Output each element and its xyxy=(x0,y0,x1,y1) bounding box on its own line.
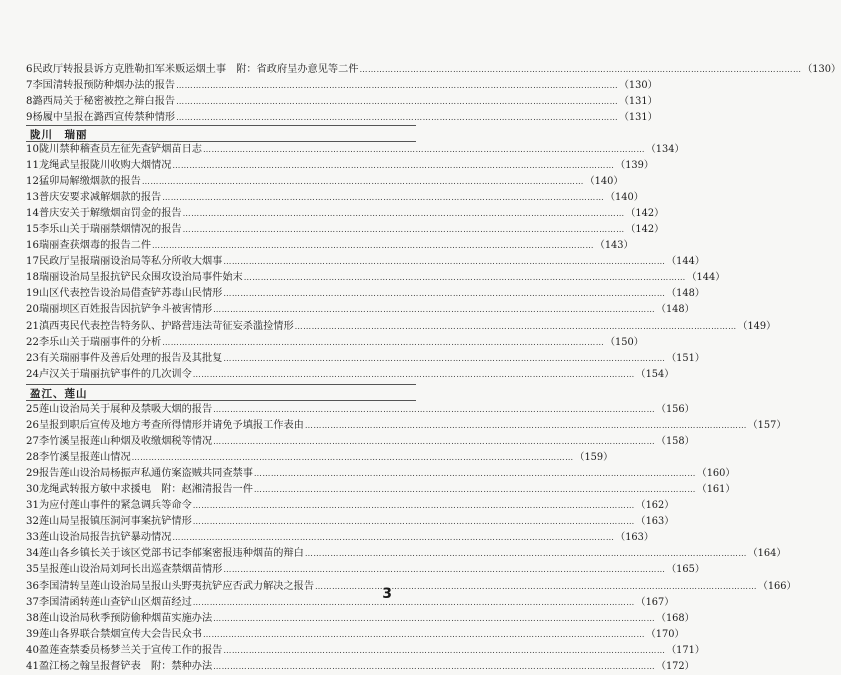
leader-dots: ………………………………………………………………………………………………………………………………………… xyxy=(223,353,666,363)
entry-page: （139） xyxy=(615,160,654,172)
entry-page: （158） xyxy=(656,436,695,448)
leader-dots: ………………………………………………………………………………………………………………………………………… xyxy=(202,145,645,154)
toc-entry xyxy=(26,174,624,190)
entry-page: （161） xyxy=(696,484,736,496)
entry-page: （163） xyxy=(635,516,675,528)
leader-dots: ………………………………………………………………………………………………………………………………………… xyxy=(202,629,645,639)
entry-title: 36李国清转呈莲山设治局呈报山头野夷抗铲应否武力解决之报告 xyxy=(26,580,315,592)
toc-entry xyxy=(26,367,675,383)
entry-title: 19山区代表控告设治局借查铲苏毒山民情形 xyxy=(26,288,223,300)
leader-dots: ………………………………………………………………………………………………………………………………………… xyxy=(213,405,656,414)
toc-entry xyxy=(26,418,787,434)
page-number: 3 xyxy=(382,586,392,602)
leader-dots: ………………………………………………………………………………………………………………………………………… xyxy=(243,273,686,283)
section-rule xyxy=(26,384,416,385)
entry-title: 38莲山设治局秋季预防偷种烟苗实施办法 xyxy=(26,612,213,624)
entry-page: （148） xyxy=(666,288,705,300)
entry-title: 29报告莲山设治局杨振声私通仿案盗贼共同查禁事 xyxy=(26,468,253,480)
entry-page: （160） xyxy=(696,468,736,480)
entry-page: （164） xyxy=(747,548,787,560)
entry-page: （130） xyxy=(802,64,841,75)
entry-title: 31为应付莲山事件的紧急调兵等命令 xyxy=(26,500,192,512)
entry-title: 30龙绳武转报方敏中求援电 附：赵湘清报告一件 xyxy=(26,484,253,496)
toc-entry xyxy=(26,110,658,126)
entry-title: 28李竹溪呈报莲山情况 xyxy=(26,452,131,464)
toc-entry xyxy=(26,222,664,238)
leader-dots: ………………………………………………………………………………………………………………………………………… xyxy=(172,533,615,543)
leader-dots: ………………………………………………………………………………………………………………………………………… xyxy=(223,565,666,575)
toc-entry xyxy=(26,450,613,466)
entry-title: 41盈江杨之翰呈报督铲表 附：禁种办法 xyxy=(26,660,213,672)
entry-page: （171） xyxy=(666,644,705,656)
toc-entry xyxy=(26,498,675,514)
entry-title: 9杨履中呈报在潞西宣传禁种情形 xyxy=(26,112,176,124)
toc-entry xyxy=(26,595,675,611)
entry-page: （131） xyxy=(619,96,658,108)
entry-page: （162） xyxy=(635,500,675,512)
leader-dots: ………………………………………………………………………………………………………………………………………… xyxy=(182,209,625,219)
toc-entry xyxy=(26,335,644,351)
toc-entry xyxy=(26,659,695,675)
entry-page: （143） xyxy=(595,240,634,252)
leader-dots: ………………………………………………………………………………………………………………………………………… xyxy=(213,305,656,315)
toc-entry xyxy=(26,530,654,546)
entry-page: （142） xyxy=(625,208,664,220)
toc-group-3 xyxy=(26,402,797,675)
entry-page: （151） xyxy=(666,352,705,364)
entry-page: （142） xyxy=(625,224,664,236)
leader-dots: ………………………………………………………………………………………………………………………………………… xyxy=(304,421,747,431)
toc-entry xyxy=(26,402,695,418)
entry-title: 21滇西夷民代表控告特务队、护路营违法苛征妄杀滥捡情形 xyxy=(26,320,294,332)
entry-title: 23有关瑞丽事件及善后处理的报告及其批复 xyxy=(26,352,223,364)
entry-page: （163） xyxy=(615,532,654,544)
leader-dots: ………………………………………………………………………………………………………………………………………… xyxy=(152,241,595,251)
leader-dots: ………………………………………………………………………………………………………………………………………… xyxy=(172,161,615,171)
leader-dots: ………………………………………………………………………………………………………………………………………… xyxy=(223,257,666,267)
toc-entry xyxy=(26,94,658,110)
entry-page: （148） xyxy=(656,304,695,316)
leader-dots: ………………………………………………………………………………………………………………………………………… xyxy=(315,581,758,591)
entry-page: （144） xyxy=(686,272,726,284)
entry-page: （154） xyxy=(635,368,675,380)
toc-entry xyxy=(26,142,685,158)
entry-page: （140） xyxy=(584,176,624,188)
entry-title: 13普庆安要求减解烟款的报告 xyxy=(26,192,162,204)
toc-entry xyxy=(26,78,658,94)
entry-title: 39莲山各界联合禁烟宣传大会告民众书 xyxy=(26,628,202,640)
leader-dots: ………………………………………………………………………………………………………………………………………… xyxy=(141,177,584,187)
entry-page: （134） xyxy=(645,144,685,155)
section-rule xyxy=(26,400,416,401)
leader-dots: ………………………………………………………………………………………………………………………………………… xyxy=(192,501,635,511)
entry-title: 35呈报莲山设治局刘珂长出巡查禁烟苗情形 xyxy=(26,564,223,576)
entry-title: 17民政厅呈报瑞丽设治局等私分所收大烟事 xyxy=(26,256,223,268)
entry-page: （167） xyxy=(635,596,675,608)
entry-title: 20瑞丽坝区百姓报告因抗铲争斗被害情形 xyxy=(26,304,213,316)
leader-dots: ………………………………………………………………………………………………………………………………………… xyxy=(162,337,605,347)
entry-page: （130） xyxy=(619,80,658,92)
entry-page: （166） xyxy=(758,580,797,592)
section-heading: 盈江、莲山 xyxy=(30,388,88,400)
entry-page: （165） xyxy=(666,564,705,576)
toc-entry xyxy=(26,627,685,643)
entry-title: 25莲山设治局关于展种及禁吸大烟的报告 xyxy=(26,404,213,415)
entry-page: （131） xyxy=(619,112,658,124)
toc-entry xyxy=(26,351,705,367)
leader-dots: ………………………………………………………………………………………………………………………………………… xyxy=(223,645,666,655)
leader-dots: ………………………………………………………………………………………………………………………………………… xyxy=(359,65,802,74)
entry-title: 16瑞丽查获烟毒的报告二件 xyxy=(26,240,152,252)
entry-title: 40盈莲查禁委员杨梦兰关于宣传工作的报告 xyxy=(26,644,223,656)
entry-title: 7李国清转报预防种烟办法的报告 xyxy=(26,80,176,92)
entry-title: 14普庆安关于解缴烟亩罚金的报告 xyxy=(26,208,182,220)
toc-entry xyxy=(26,482,736,498)
entry-page: （170） xyxy=(645,628,685,640)
toc-entry xyxy=(26,643,705,659)
entry-title: 15李乐山关于瑞丽禁烟情况的报告 xyxy=(26,224,182,236)
entry-title: 32莲山局呈报镇压洞河事案抗铲情形 xyxy=(26,516,192,528)
entry-title: 34莲山各乡镇长关于该区党部书记李郁案密报违种烟苗的辩白 xyxy=(26,548,304,560)
leader-dots: ………………………………………………………………………………………………………………………………………… xyxy=(192,517,635,527)
leader-dots: ………………………………………………………………………………………………………………………………………… xyxy=(213,613,656,623)
entry-title: 12猛卯局解缴烟款的报告 xyxy=(26,176,141,188)
leader-dots: ………………………………………………………………………………………………………………………………………… xyxy=(213,437,656,447)
entry-title: 18瑞丽设治局呈报抗铲民众围攻设治局事件始末 xyxy=(26,272,243,284)
toc-group-2 xyxy=(26,142,776,383)
toc-entry xyxy=(26,206,664,222)
leader-dots: ………………………………………………………………………………………………………………………………………… xyxy=(192,597,635,607)
entry-title: 33莲山设治局报告抗铲暴动情况 xyxy=(26,532,172,544)
leader-dots: ………………………………………………………………………………………………………………………………………… xyxy=(294,321,737,331)
entry-title: 6民政厅转报县诉方克胜勒扣军米贩运烟土事 附：省政府呈办意见等二件 xyxy=(26,64,359,75)
toc-entry xyxy=(26,611,695,627)
entry-title: 10陇川禁种稽查员左征先查铲烟苗日志 xyxy=(26,144,202,155)
toc-entry xyxy=(26,286,705,302)
toc-entry xyxy=(26,270,726,286)
toc-entry xyxy=(26,254,705,270)
leader-dots: ………………………………………………………………………………………………………………………………………… xyxy=(162,193,605,203)
leader-dots: ………………………………………………………………………………………………………………………………………… xyxy=(253,469,696,479)
entry-title: 26呈报到职后宣传及地方考查所得情形并请免予填报工作表由 xyxy=(26,420,304,432)
entry-page: （159） xyxy=(574,452,613,464)
entry-page: （168） xyxy=(656,612,695,624)
entry-title: 8潞西局关于秘密被控之辩白报告 xyxy=(26,96,176,108)
entry-page: （172） xyxy=(656,660,695,672)
leader-dots: ………………………………………………………………………………………………………………………………………… xyxy=(182,225,625,235)
entry-title: 27李竹溪呈报莲山种烟及收缴烟税等情况 xyxy=(26,436,213,448)
entry-title: 22李乐山关于瑞丽事件的分析 xyxy=(26,336,162,348)
entry-page: （156） xyxy=(656,404,695,415)
entry-page: （150） xyxy=(605,336,644,348)
leader-dots: ………………………………………………………………………………………………………………………………………… xyxy=(192,369,635,379)
entry-title: 37李国清函转莲山查铲山区烟苗经过 xyxy=(26,596,192,608)
entry-title: 11龙绳武呈报陇川收购大烟情况 xyxy=(26,160,172,172)
leader-dots: ………………………………………………………………………………………………………………………………………… xyxy=(213,661,656,671)
entry-title: 24卢汉关于瑞丽抗铲事件的几次训令 xyxy=(26,368,192,380)
toc-entry xyxy=(26,158,654,174)
entry-page: （144） xyxy=(666,256,705,268)
leader-dots: ………………………………………………………………………………………………………………………………………… xyxy=(253,485,696,495)
entry-page: （140） xyxy=(605,192,644,204)
leader-dots: ………………………………………………………………………………………………………………………………………… xyxy=(176,97,619,107)
toc-entry xyxy=(26,319,776,335)
toc-entry xyxy=(26,190,644,206)
leader-dots: ………………………………………………………………………………………………………………………………………… xyxy=(223,289,666,299)
leader-dots: ………………………………………………………………………………………………………………………………………… xyxy=(176,113,619,123)
toc-entry xyxy=(26,514,675,530)
entry-page: （149） xyxy=(737,320,776,332)
toc-entry xyxy=(26,579,797,595)
toc-entry xyxy=(26,466,736,482)
leader-dots: ………………………………………………………………………………………………………………………………………… xyxy=(304,549,747,559)
section-heading: 陇川 瑞丽 xyxy=(30,129,88,141)
toc-entry xyxy=(26,546,787,562)
toc-entry xyxy=(26,434,695,450)
leader-dots: ………………………………………………………………………………………………………………………………………… xyxy=(131,453,574,463)
leader-dots: ………………………………………………………………………………………………………………………………………… xyxy=(176,81,619,91)
toc-group-1 xyxy=(26,62,841,126)
toc-entry xyxy=(26,62,841,78)
entry-page: （157） xyxy=(747,420,787,432)
section-rule xyxy=(26,125,416,126)
toc-entry xyxy=(26,562,705,578)
toc-entry xyxy=(26,238,634,254)
toc-entry xyxy=(26,302,695,318)
